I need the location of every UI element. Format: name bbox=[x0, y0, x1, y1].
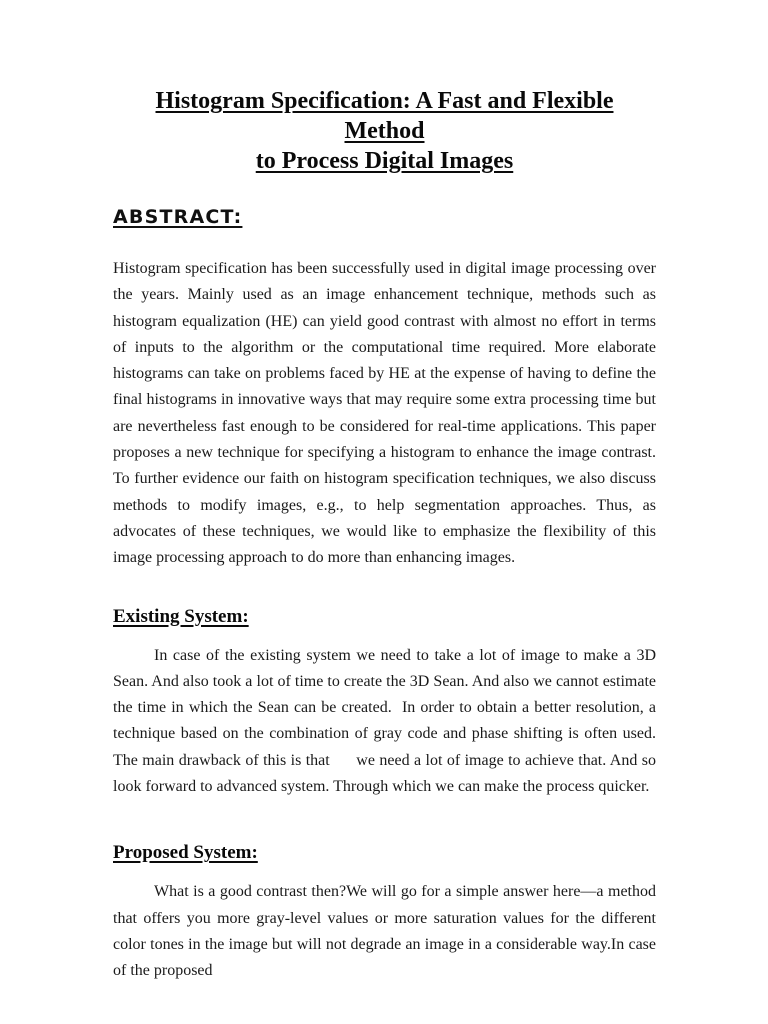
proposed-system-body: What is a good contrast then?We will go for a simple answer here—a method that offers you more gray-level values or more saturation values for the different color tones in the image but will not degrade an image in a considerable way.In case of the proposed bbox=[113, 883, 656, 980]
proposed-system-heading bbox=[113, 842, 656, 864]
abstract-heading bbox=[113, 206, 656, 228]
proposed-system-heading-label: Proposed System: bbox=[113, 842, 258, 864]
abstract-heading-label: ABSTRACT: bbox=[113, 206, 243, 228]
document-title bbox=[113, 86, 656, 176]
existing-system-body: In case of the existing system we need to take a lot of image to make a 3D Sean. And also took a lot of time to create the 3D Sean. And also we cannot estimate the time in which the Sean can be created. In order to obtain a better resolution, a technique based on the combination of gray code and phase shifting is often used. The main drawback of this is that we need a lot of image to achieve that. And so look forward to advanced system. Through which we can make the process quicker. bbox=[113, 646, 656, 796]
existing-system-heading-label: Existing System: bbox=[113, 605, 249, 627]
document-title-line-2: to Process Digital Images bbox=[255, 148, 514, 174]
existing-system-heading bbox=[113, 606, 656, 628]
document-title-line-1: Histogram Specification: A Fast and Flexible Method bbox=[155, 88, 614, 144]
abstract-body: Histogram specification has been successfully used in digital image processing over the years. Mainly used as an image enhancement technique, methods such as histogram equalization (HE) can yield good contrast with almost no effort in terms of inputs to the algorithm or the computational time required. More elaborate histograms can take on problems faced by HE at the expense of having to define the final histograms in innovative ways that may require some extra processing time but are nevertheless fast enough to be considered for real-time applications. This paper proposes a new technique for specifying a histogram to enhance the image contrast. To further evidence our faith on histogram specification techniques, we also discuss methods to modify images, e.g., to help segmentation approaches. Thus, as advocates of these techniques, we would like to emphasize the flexibility of this image processing approach to do more than enhancing images. bbox=[113, 260, 656, 567]
